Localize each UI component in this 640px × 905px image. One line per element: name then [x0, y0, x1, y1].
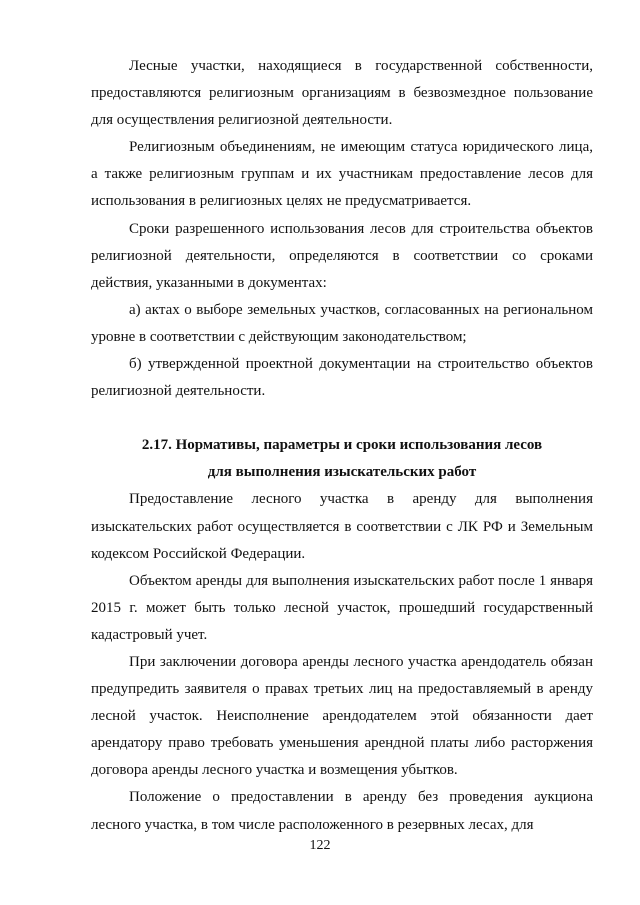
- page-number: 122: [309, 838, 331, 853]
- section-heading: [91, 432, 593, 486]
- section-heading-line-1: 2.17. Нормативы, параметры и сроки использования лесов: [141, 437, 543, 454]
- paragraph: Предоставление лесного участка в аренду для выполнения изыскательских работ осуществляется в соответствии с ЛК РФ и Земельным кодексом Российской Федерации.: [91, 491, 593, 562]
- paragraph: Объектом аренды для выполнения изыскательских работ после 1 января 2015 г. может быть только лесной участок, прошедший государственный кадастровый учет.: [91, 572, 593, 643]
- paragraph: Лесные участки, находящиеся в государственной собственности, предоставляются религиозным организациям в безвозмездное пользование для осуществления религиозной деятельности.: [91, 58, 593, 129]
- list-item-a: а) актах о выборе земельных участков, согласованных на региональном уровне в соответствии с действующим законодательством;: [91, 301, 593, 345]
- paragraph: Сроки разрешенного использования лесов для строительства объектов религиозной деятельности, определяются в соответствии со сроками действия, указанными в документах:: [91, 220, 593, 291]
- paragraph: При заключении договора аренды лесного участка арендодатель обязан предупредить заявителя о правах третьих лиц на предоставляемый в аренду лесной участок. Неисполнение арендодателем этой обязанности дает арендатору право требовать уменьшения арендной платы либо расторжения договора аренды лесного участка и возмещения убытков.: [91, 653, 593, 779]
- paragraph: Положение о предоставлении в аренду без проведения аукциона лесного участка, в том числе расположенного в резервных лесах, для: [91, 789, 593, 833]
- paragraph: Религиозным объединениям, не имеющим статуса юридического лица, а также религиозным группам и их участникам предоставление лесов для использования в религиозных целях не предусматривается.: [91, 139, 593, 210]
- list-item-b: б) утвержденной проектной документации на строительство объектов религиозной деятельности.: [91, 356, 593, 400]
- section-heading-line-2: для выполнения изыскательских работ: [207, 464, 477, 481]
- text-column: [91, 53, 593, 839]
